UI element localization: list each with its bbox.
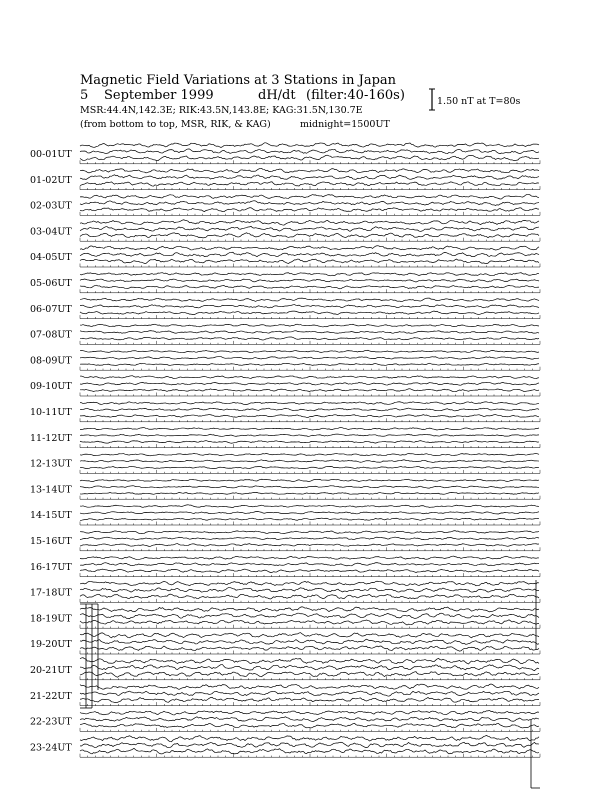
hour-label: 07-08UT (30, 329, 72, 341)
hour-row (80, 350, 540, 370)
hour-label: 23-24UT (30, 742, 72, 754)
hour-row (80, 168, 540, 189)
station-trace (80, 208, 539, 212)
hour-row (80, 531, 540, 551)
hour-label: 13-14UT (30, 484, 72, 496)
hour-row (80, 376, 540, 396)
figure-header (80, 73, 521, 130)
station-trace (80, 639, 539, 644)
hour-row (80, 556, 540, 577)
station-trace (80, 742, 539, 747)
station-trace (80, 633, 539, 638)
station-trace (80, 168, 539, 173)
station-trace (80, 389, 539, 392)
station-trace (80, 298, 539, 301)
station-trace (80, 537, 539, 540)
station-trace (80, 518, 539, 520)
station-trace (80, 511, 539, 514)
hour-row (80, 633, 540, 654)
station-trace (80, 149, 539, 154)
station-trace (80, 613, 539, 619)
station-trace (80, 201, 539, 206)
hour-label: 06-07UT (30, 303, 72, 315)
station-trace (80, 363, 539, 365)
station-trace (80, 466, 539, 468)
date-day: 5 (80, 88, 89, 103)
station-coordinates: MSR:44.4N,142.3E; RIK:43.5N,143.8E; KAG:31.5N,130.7E (80, 105, 363, 116)
station-trace (80, 672, 539, 678)
station-trace (80, 607, 539, 612)
station-trace (80, 691, 539, 696)
station-trace (80, 233, 539, 238)
midnight-note: midnight=1500UT (300, 119, 390, 130)
station-trace (80, 620, 539, 625)
hour-label: 17-18UT (30, 587, 72, 599)
station-trace (80, 717, 539, 722)
station-trace (80, 479, 539, 481)
hour-row (80, 607, 540, 628)
station-trace (80, 402, 539, 405)
station-trace (80, 505, 539, 508)
hour-label: 14-15UT (30, 510, 72, 522)
hour-label: 08-09UT (30, 355, 72, 367)
station-trace (80, 556, 539, 560)
hour-label: 12-13UT (30, 458, 72, 470)
station-trace (80, 220, 539, 225)
hour-row (80, 735, 540, 757)
hour-row (80, 298, 540, 318)
trace-rows (80, 143, 540, 757)
station-trace (80, 531, 539, 534)
hour-row (80, 658, 540, 680)
station-trace (80, 324, 539, 327)
date-month-year: September 1999 (104, 88, 214, 103)
scale-label: 1.50 nT at T=80s (437, 96, 521, 107)
hour-row (80, 402, 540, 422)
station-trace (80, 492, 539, 494)
station-trace (80, 415, 539, 418)
hour-label: 16-17UT (30, 561, 72, 573)
station-trace (80, 544, 539, 547)
station-trace (80, 441, 539, 444)
station-trace (80, 735, 539, 741)
station-trace (80, 658, 539, 664)
station-order-note: (from bottom to top, MSR, RIK, & KAG) (80, 119, 271, 130)
station-trace (80, 723, 539, 728)
station-trace (80, 748, 539, 754)
station-trace (80, 194, 539, 199)
hour-row (80, 427, 540, 447)
station-trace (80, 252, 539, 256)
filter-label: (filter:40-160s) (306, 88, 405, 103)
station-trace (80, 594, 539, 599)
hour-label: 10-11UT (30, 407, 72, 418)
hour-row (80, 479, 540, 499)
hour-label: 03-04UT (30, 226, 72, 238)
station-trace (80, 588, 539, 593)
hour-label: 18-19UT (30, 613, 72, 625)
hour-label: 00-01UT (30, 149, 72, 160)
station-trace (80, 175, 539, 180)
hour-row (80, 453, 540, 473)
hour-label: 09-10UT (30, 381, 72, 393)
station-trace (80, 563, 539, 566)
station-trace (80, 697, 539, 702)
station-trace (80, 684, 539, 689)
station-trace (80, 311, 539, 315)
station-trace (80, 569, 539, 572)
station-trace (80, 434, 539, 436)
station-trace (80, 155, 539, 160)
hour-label: 02-03UT (30, 200, 72, 212)
hour-row (80, 710, 540, 731)
station-trace (80, 350, 539, 352)
hour-row (80, 194, 540, 215)
station-trace (80, 331, 539, 334)
station-trace (80, 710, 539, 715)
hour-row (80, 273, 540, 293)
station-trace (80, 460, 539, 463)
station-trace (80, 357, 539, 360)
hour-label: 04-05UT (30, 252, 72, 264)
hour-row (80, 246, 540, 267)
hour-label: 15-16UT (30, 536, 72, 547)
hour-row (80, 143, 540, 164)
hour-label: 20-21UT (30, 665, 72, 676)
hour-row (80, 684, 540, 706)
station-trace (80, 427, 539, 430)
station-trace (80, 337, 539, 340)
station-trace (80, 143, 539, 148)
hour-label: 11-12UT (30, 432, 72, 444)
station-trace (80, 453, 539, 455)
hour-row (80, 324, 540, 344)
quantity-label: dH/dt (258, 88, 296, 103)
hour-row (80, 220, 540, 241)
station-trace (80, 182, 539, 186)
station-trace (80, 665, 539, 671)
hour-label: 05-06UT (30, 278, 72, 289)
station-trace (80, 305, 539, 308)
hour-label: 22-23UT (30, 716, 72, 728)
station-trace (80, 279, 539, 282)
station-trace (80, 581, 539, 586)
hour-label: 01-02UT (30, 174, 72, 186)
hour-labels (30, 149, 72, 753)
hour-label: 19-20UT (30, 639, 72, 651)
station-trace (80, 376, 539, 379)
station-trace (80, 486, 539, 488)
station-trace (80, 285, 539, 289)
station-trace (80, 246, 539, 250)
station-trace (80, 273, 539, 276)
hour-row (80, 505, 540, 525)
hour-row (80, 581, 540, 602)
chart-title: Magnetic Field Variations at 3 Stations in Japan (80, 73, 397, 88)
station-trace (80, 226, 539, 231)
station-trace (80, 408, 539, 411)
station-trace (80, 383, 539, 386)
station-trace (80, 646, 539, 651)
station-trace (80, 259, 539, 264)
hour-label: 21-22UT (30, 690, 72, 702)
